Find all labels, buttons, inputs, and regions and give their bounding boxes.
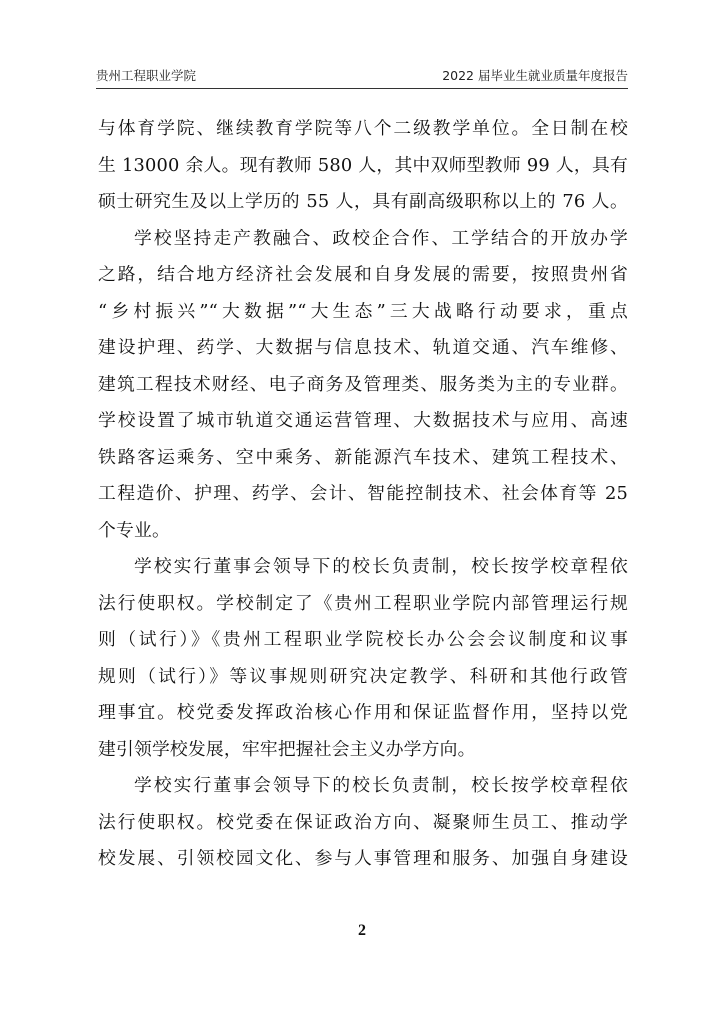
text-line: 生 13000 余人。现有教师 580 人，其中双师型教师 99 人，具有 <box>98 154 628 176</box>
text-line: 建设护理、药学、大数据与信息技术、轨道交通、汽车维修、 <box>98 337 628 358</box>
paragraph-first-line: 学校实行董事会领导下的校长负责制，校长按学校章程依 <box>134 775 628 796</box>
paragraph-last-line: 建引领学校发展，牢牢把握社会主义办学方向。 <box>98 738 476 760</box>
text-line: 法行使职权。校党委在保证政治方向、凝聚师生员工、推动学 <box>98 811 628 833</box>
paragraph-first-line: 学校实行董事会领导下的校长负责制，校长按学校章程依 <box>134 556 628 577</box>
text-line: 工程造价、护理、药学、会计、智能控制技术、社会体育等 25 <box>98 483 628 504</box>
text-line: 与体育学院、继续教育学院等八个二级教学单位。全日制在校 <box>98 118 628 139</box>
text-line: 之路，结合地方经济社会发展和自身发展的需要，按照贵州省 <box>98 264 628 285</box>
text-line: 铁路客运乘务、空中乘务、新能源汽车技术、建筑工程技术、 <box>98 446 628 468</box>
text-line: 法行使职权。学校制定了《贵州工程职业学院内部管理运行规 <box>98 592 628 614</box>
paragraph-last-line: 个专业。 <box>98 519 170 541</box>
text-line: 学校设置了城市轨道交通运营管理、大数据技术与应用、高速 <box>98 410 628 431</box>
text-line: 理事宜。校党委发挥政治核心作用和保证监督作用，坚持以党 <box>98 702 628 723</box>
text-line: 规则（试行）》等议事规则研究决定教学、科研和其他行政管 <box>98 665 628 687</box>
text-line: “乡村振兴”“大数据”“大生态”三大战略行动要求，重点 <box>98 300 628 322</box>
page-number: 2 <box>358 922 366 939</box>
paragraph-first-line: 学校坚持走产教融合、政校企合作、工学结合的开放办学 <box>134 227 628 249</box>
page-header <box>96 66 628 86</box>
text-line: 则（试行）》《贵州工程职业学院校长办公会会议制度和议事 <box>98 629 628 650</box>
text-line: 校发展、引领校园文化、参与人事管理和服务、加强自身建设 <box>98 848 628 869</box>
body-text <box>98 111 628 878</box>
header-institution: 贵州工程职业学院 <box>96 68 197 83</box>
header-divider <box>96 88 628 89</box>
header-report-title: 2022 届毕业生就业质量年度报告 <box>442 68 628 83</box>
text-line: 建筑工程技术财经、电子商务及管理类、服务类为主的专业群。 <box>98 373 628 395</box>
text-line: 硕士研究生及以上学历的 55 人，具有副高级职称以上的 76 人。 <box>98 191 628 212</box>
